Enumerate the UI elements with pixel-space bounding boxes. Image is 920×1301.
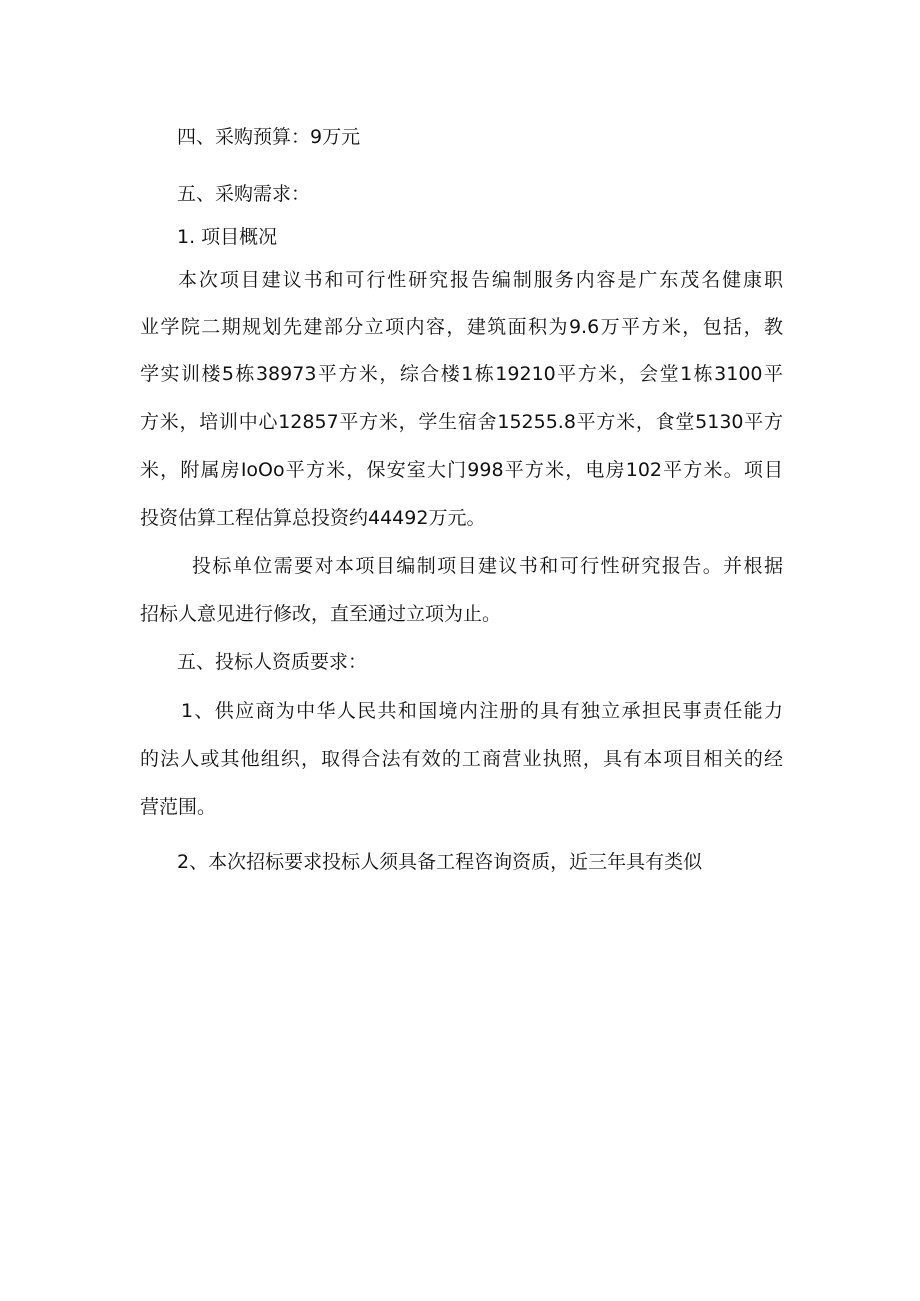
overview-line-6: 投资估算工程估算总投资约44492万元。 [140,507,486,529]
budget-heading: 四、采购预算：9万元 [177,126,361,148]
bidder-line-2: 招标人意见进行修改，直至通过立项为止。 [140,603,502,625]
overview-line-4: 方米，培训中心12857平方米，学生宿舍15255.8平方米，食堂5130平方 [140,411,783,433]
overview-line-5: 米，附属房IoOo平方米，保安室大门998平方米，电房102平方米。项目 [140,459,783,481]
qualification-1-line-1: 1、供应商为中华人民共和国境内注册的具有独立承担民事责任能力 [181,700,783,722]
overview-heading: 1. 项目概况 [177,226,278,248]
overview-line-3: 学实训楼5栋38973平方米，综合楼1栋19210平方米，会堂1栋3100平 [140,363,783,385]
qualification-heading: 五、投标人资质要求： [177,651,368,673]
qualification-1-line-2: 的法人或其他组织，取得合法有效的工商营业执照，具有本项目相关的经 [140,748,783,770]
overview-line-2: 业学院二期规划先建部分立项内容，建筑面积为9.6万平方米，包括，教 [140,316,783,338]
requirements-heading: 五、采购需求： [177,183,311,205]
qualification-2-line-1: 2、本次招标要求投标人须具备工程咨询资质，近三年具有类似 [177,851,703,873]
bidder-line-1: 投标单位需要对本项目编制项目建议书和可行性研究报告。并根据 [192,555,783,577]
qualification-1-line-3: 营范围。 [140,796,217,818]
overview-line-1: 本次项目建议书和可行性研究报告编制服务内容是广东茂名健康职 [178,269,783,291]
